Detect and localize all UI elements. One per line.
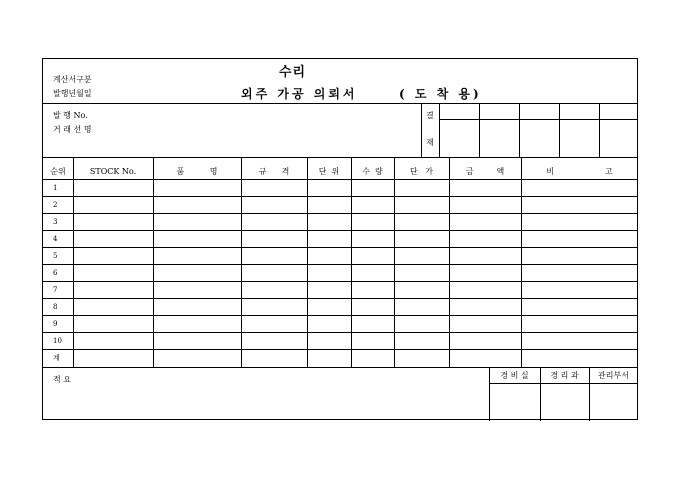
col-spec: 규 격 [258,167,290,176]
issue-no-label: 발 행 No. [53,111,88,120]
row-number: 1 [53,184,58,192]
issue-date-label: 발행년월일 [53,89,92,98]
row-number: 8 [53,303,58,311]
approval-label-bottom: 재 [426,138,434,147]
row-number: 7 [53,286,58,294]
col-unit: 단 위 [318,167,340,176]
row-number: 10 [53,337,62,345]
remarks-label: 적 요 [53,375,71,384]
row-number: 3 [53,218,58,226]
signoff-management-dept: 관리부서 [598,371,629,380]
outsourcing-request-form [42,58,638,420]
col-rank: 순위 [50,167,66,176]
col-item-name: 품 명 [176,167,218,176]
row-number: 4 [53,235,58,243]
col-remarks: 비 고 [546,167,613,176]
doc-type-label: 계산서구분 [53,75,92,84]
col-quantity: 수 량 [362,167,383,176]
row-number: 6 [53,269,58,277]
col-unit-price: 단 가 [409,167,434,176]
row-number: 9 [53,320,58,328]
total-label: 계 [53,354,60,362]
title-line2: 외주 가공 의뢰서 [241,87,358,101]
vendor-label: 거 래 선 명 [53,125,92,134]
row-number: 5 [53,252,58,260]
signoff-expense-office: 경 비 실 [500,371,529,380]
title-suffix: ( 도 착 용) [399,87,482,101]
approval-label-top: 결 [426,111,434,120]
col-amount: 금 액 [465,167,505,176]
row-number: 2 [53,201,58,209]
col-stock-no: STOCK No. [89,167,137,176]
signoff-accounting-dept: 경 리 과 [550,371,579,380]
title-line1: 수리 [279,65,307,80]
